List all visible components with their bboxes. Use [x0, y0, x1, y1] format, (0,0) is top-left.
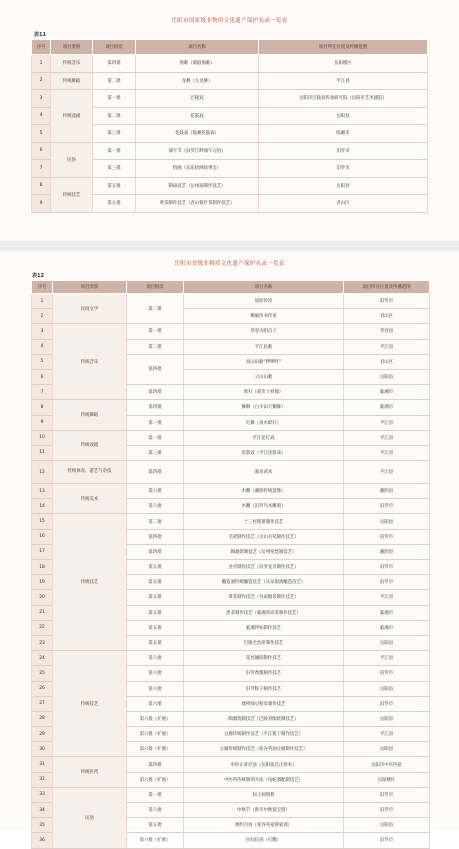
cell-name: 汨罗粽子制作技艺 — [184, 681, 344, 696]
cell-category: 传统舞蹈 — [53, 400, 127, 430]
cell-name: 巴陵全鱼席制作技艺 — [184, 635, 344, 650]
page-table12 — [0, 251, 459, 844]
cell-seq: 23 — [32, 635, 53, 650]
cell-seq: 36 — [32, 833, 53, 848]
cell-category: 传统技艺 — [51, 177, 93, 212]
cell-seq: 26 — [32, 681, 53, 696]
cell-location: 君山区 — [344, 309, 430, 324]
cell-name: 中医药传统制剂方法（龟蛇酒配制技艺） — [184, 772, 344, 787]
table12 — [31, 280, 430, 849]
cell-seq: 10 — [32, 430, 53, 445]
cell-category: 传统戏剧 — [53, 430, 127, 460]
cell-name: 酿造酒传统酿造技艺（乐乐甜酒酿造技艺） — [184, 575, 344, 590]
cell-location: 汨罗市 — [344, 294, 430, 309]
cell-name: 中秋节（新市中秋爱宝塔） — [184, 803, 344, 818]
cell-batch: 第五批 — [127, 635, 184, 650]
cell-name: 木雕（湘阴传统造像） — [184, 484, 344, 499]
cell-batch: 第四批 — [127, 544, 184, 559]
cell-location: 汨罗市 — [344, 803, 430, 818]
table-row — [32, 72, 428, 90]
cell-seq: 2 — [32, 72, 51, 90]
cell-location: 汨罗市 — [259, 142, 428, 160]
cell-seq: 29 — [32, 727, 53, 742]
cell-batch: 第五批 — [127, 620, 184, 635]
cell-name: 狮舞（白羊田天狮舞） — [184, 400, 344, 415]
cell-seq: 21 — [32, 605, 53, 620]
cell-seq: 24 — [32, 651, 53, 666]
cell-name: 黄茶制作技艺（谷雨烟茶制作技艺） — [184, 590, 344, 605]
table-row — [32, 177, 428, 195]
cell-location: 平江县 — [344, 651, 430, 666]
cell-name: 木雕（汨罗鸟木雕刻） — [184, 499, 344, 514]
cell-seq: 31 — [32, 757, 53, 772]
table-row — [32, 430, 430, 445]
cell-seq: 35 — [32, 818, 53, 833]
cell-category: 传统体育、游艺与杂技 — [53, 461, 127, 484]
cell-seq: 13 — [32, 484, 53, 499]
cell-name: 花鼓戏（临湘花鼓戏） — [136, 125, 259, 143]
cell-location: 岳阳县 — [344, 369, 430, 384]
cell-batch: 第二批 — [93, 72, 136, 90]
cell-batch: 第一批 — [127, 787, 184, 802]
cell-batch: 第六批 — [127, 484, 184, 499]
table-row — [32, 484, 430, 499]
cell-location: 岳阳县 — [344, 681, 430, 696]
cell-name: 黑茶制作技艺（临湘青砖茶制作技艺） — [184, 605, 344, 620]
header-seq: 序号 — [32, 40, 51, 55]
cell-location: 汨罗市 — [344, 666, 430, 681]
cell-seq: 15 — [32, 514, 53, 529]
cell-location: 岳阳楼区 — [344, 772, 430, 787]
table-row — [32, 90, 428, 108]
cell-seq: 7 — [32, 385, 53, 400]
cell-batch: 第六批（扩展） — [127, 833, 184, 848]
cell-location: 平江县 — [344, 339, 430, 354]
header-batch: 项目批次 — [127, 281, 184, 294]
table-row — [32, 324, 430, 339]
cell-name: 吹打（聂市十样锦） — [184, 385, 344, 400]
cell-name: 灯舞（泉水蚌灯） — [184, 415, 344, 430]
cell-name: 平江民歌 — [184, 339, 344, 354]
cell-location: 华容县 — [344, 324, 430, 339]
cell-name: 渔歌（洞庭渔歌） — [136, 55, 259, 73]
cell-seq: 17 — [32, 544, 53, 559]
cell-category: 民俗 — [51, 142, 93, 177]
cell-batch: 第四批 — [127, 461, 184, 484]
cell-seq: 4 — [32, 339, 53, 354]
cell-name: 制扇技艺（岳州扇制作技艺） — [136, 177, 259, 195]
header-category: 项目类别 — [53, 281, 127, 294]
table11-header-row — [32, 40, 428, 55]
cell-name: 豆腐传统制作技艺（张谷英油豆腐制作技艺） — [184, 742, 344, 757]
cell-location: 临湘市 — [344, 620, 430, 635]
cell-category: 传统音乐 — [51, 55, 93, 73]
header-batch: 项目批次 — [93, 40, 136, 55]
page-table11 — [0, 0, 459, 241]
cell-batch: 第一批 — [127, 430, 184, 445]
cell-batch: 第五批 — [93, 195, 136, 213]
cell-category: 传统技艺 — [53, 651, 127, 757]
cell-batch: 第五批 — [127, 818, 184, 833]
cell-location: 平江县 — [344, 727, 430, 742]
header-category: 项目类别 — [51, 40, 93, 55]
table-row — [32, 55, 428, 73]
cell-seq: 33 — [32, 787, 53, 802]
cell-location: 岳阳县 — [344, 818, 430, 833]
cell-seq: 6 — [32, 369, 53, 384]
cell-seq: 20 — [32, 590, 53, 605]
cell-batch: 第一批 — [127, 415, 184, 430]
cell-batch: 第六批 — [127, 651, 184, 666]
cell-name: 幕阜武术 — [184, 461, 344, 484]
cell-name: 皮影戏（平江皮影戏） — [184, 445, 344, 460]
cell-location: 汨罗市 — [344, 575, 430, 590]
cell-location: 岳阳县 — [344, 742, 430, 757]
cell-batch: 第六批（扩展） — [127, 711, 184, 726]
cell-batch: 第三批 — [127, 445, 184, 460]
cell-seq: 12 — [32, 461, 53, 484]
cell-seq: 34 — [32, 803, 53, 818]
cell-seq: 6 — [32, 142, 51, 160]
cell-batch: 第六批 — [127, 696, 184, 711]
cell-name: 临湘浮标制作技艺 — [184, 620, 344, 635]
cell-seq: 16 — [32, 529, 53, 544]
header-name: 项目名称 — [136, 40, 259, 55]
cell-seq: 8 — [32, 177, 51, 195]
cell-batch: 第四批 — [127, 529, 184, 544]
cell-batch: 第二批 — [93, 107, 136, 125]
cell-seq: 11 — [32, 445, 53, 460]
cell-batch: 第五批 — [127, 605, 184, 620]
cell-name: 龙舞（九龙舞） — [136, 72, 259, 90]
table12-title: 岳阳市省级非物质文化遗产保护名录一览表 — [174, 261, 285, 267]
cell-location: 岳阳楼区 — [259, 55, 428, 73]
cell-name: 十三村酱菜制作技艺 — [184, 514, 344, 529]
cell-name: 巴陵戏 — [136, 90, 259, 108]
cell-location: 君山区 — [259, 195, 428, 213]
cell-location: 临湘市 — [259, 125, 428, 143]
cell-seq: 9 — [32, 415, 53, 430]
cell-category: 传统音乐 — [53, 324, 127, 400]
cell-batch: 第六批（扩展） — [127, 727, 184, 742]
cell-location: 汨罗市 — [344, 499, 430, 514]
cell-location: 岳阳市巴陵戏传承研究院（岳阳市艺术剧院） — [259, 90, 428, 108]
cell-name: 花丝镶嵌制作技艺 — [184, 651, 344, 666]
cell-seq: 27 — [32, 696, 53, 711]
cell-location: 汨罗市 — [344, 787, 430, 802]
cell-seq: 8 — [32, 400, 53, 415]
cell-seq: 25 — [32, 666, 53, 681]
cell-location: 岳阳县 — [259, 177, 428, 195]
table-row — [32, 651, 430, 666]
header-location: 项目所在位置及传播范围 — [344, 281, 430, 294]
cell-batch: 第一批 — [93, 142, 136, 160]
cell-seq: 3 — [32, 324, 53, 339]
cell-name: 中医正骨疗法（岳阳张氏正骨术） — [184, 757, 344, 772]
cell-seq: 14 — [32, 499, 53, 514]
table-row — [32, 142, 428, 160]
cell-name: 毛笔制作技艺（川山毛笔制作技艺） — [184, 529, 344, 544]
cell-location: 岳阳县 — [344, 635, 430, 650]
cell-name: 屈子祠祭典 — [184, 787, 344, 802]
cell-batch: 第三批 — [93, 160, 136, 178]
cell-batch: 第四批 — [127, 757, 184, 772]
cell-category: 民间文学 — [53, 294, 127, 324]
cell-batch: 第六批（扩展） — [127, 772, 184, 787]
cell-seq: 30 — [32, 742, 53, 757]
cell-location: 汨罗市 — [344, 560, 430, 575]
table11-label: 表11 — [34, 32, 46, 38]
table-row — [32, 294, 430, 309]
table-row — [32, 757, 430, 772]
cell-location: 湘阴县 — [344, 544, 430, 559]
cell-name: 陶器烧制技艺（巴陵青陶烧制技艺） — [184, 711, 344, 726]
cell-location: 平江县 — [344, 415, 430, 430]
cell-name: 云山山歌 — [184, 369, 344, 384]
cell-name: 屈原传说 — [184, 294, 344, 309]
cell-location: 平江县 — [344, 590, 430, 605]
cell-location: 平江县 — [344, 461, 430, 484]
cell-category: 传统技艺 — [53, 514, 127, 651]
table11 — [31, 39, 428, 213]
cell-location: 汨罗市 — [344, 529, 430, 544]
cell-seq: 32 — [32, 772, 53, 787]
cell-seq: 1 — [32, 55, 51, 73]
header-location: 项目所在位置及传播范围 — [259, 40, 428, 55]
cell-name: 平江花灯戏 — [184, 430, 344, 445]
table-row — [32, 514, 430, 529]
cell-seq: 22 — [32, 620, 53, 635]
cell-batch: 第六批 — [127, 666, 184, 681]
table12-label: 表12 — [32, 273, 44, 279]
cell-batch: 第三批 — [93, 125, 136, 143]
cell-location: 君山区 — [344, 354, 430, 369]
cell-category: 传统美术 — [53, 484, 127, 514]
cell-location: 岳阳县 — [344, 711, 430, 726]
table-row — [32, 787, 430, 802]
cell-seq: 19 — [32, 575, 53, 590]
cell-seq: 5 — [32, 125, 51, 143]
cell-name: 豆腐传统制作技艺（平江酱干制作技艺） — [184, 727, 344, 742]
cell-name: 规约习俗（张谷英家规家训） — [184, 818, 344, 833]
cell-seq: 4 — [32, 107, 51, 125]
cell-location: 岳阳市中医医院 — [344, 757, 430, 772]
cell-batch: 第一批 — [93, 90, 136, 108]
cell-name: 华容夫唱点子 — [184, 324, 344, 339]
cell-batch: 第二批 — [127, 514, 184, 529]
cell-location: 平江县 — [344, 445, 430, 460]
cell-batch: 第六批（扩展） — [127, 742, 184, 757]
cell-batch: 第四批 — [127, 385, 184, 400]
cell-batch: 第六批 — [127, 681, 184, 696]
cell-location: 汨罗市 — [344, 696, 430, 711]
cell-location: 临湘市 — [344, 400, 430, 415]
cell-seq: 7 — [32, 160, 51, 178]
cell-batch: 第二批 — [127, 294, 184, 324]
cell-name: 花鼓戏 — [136, 107, 259, 125]
cell-batch: 第六批 — [127, 803, 184, 818]
cell-batch: 第四批 — [93, 55, 136, 73]
cell-name: 陶器烧制技艺（岳州窑烧制技艺） — [184, 544, 344, 559]
cell-name: 柳毅传书传说 — [184, 309, 344, 324]
cell-name: 汨罗香酱制作技艺 — [184, 666, 344, 681]
table12-header-row — [32, 281, 430, 294]
cell-seq: 28 — [32, 711, 53, 726]
cell-name: 高山田歌“啰啰咚” — [184, 354, 344, 369]
page-gap — [0, 241, 459, 251]
cell-location: 岳阳县 — [259, 107, 428, 125]
cell-batch: 第五批 — [127, 590, 184, 605]
cell-seq: 18 — [32, 560, 53, 575]
cell-location: 汨罗市 — [344, 833, 430, 848]
table-row — [32, 461, 430, 484]
cell-name: 詹桥绿豆粉皮制作技艺 — [184, 696, 344, 711]
cell-seq: 2 — [32, 309, 53, 324]
cell-category: 传统医药 — [53, 757, 127, 787]
cell-batch: 第二批 — [127, 339, 184, 354]
cell-category: 民俗 — [53, 787, 127, 848]
header-seq: 序号 — [32, 281, 53, 294]
cell-name: 民间信俗（打醮） — [184, 833, 344, 848]
cell-seq: 5 — [32, 354, 53, 369]
table11-title: 岳阳市国家级非物质文化遗产保护名录一览表 — [171, 18, 288, 24]
cell-batch: 第五批 — [127, 560, 184, 575]
cell-seq: 1 — [32, 294, 53, 309]
cell-category: 传统戏剧 — [51, 90, 93, 143]
table-row — [32, 400, 430, 415]
cell-seq: 9 — [32, 195, 51, 213]
cell-batch: 第四批 — [127, 354, 184, 384]
cell-name: 端午节（汨罗江畔端午习俗） — [136, 142, 259, 160]
cell-location: 汨罗市 — [259, 160, 428, 178]
cell-name: 龙舟制作技艺（汨罗龙舟制作技艺） — [184, 560, 344, 575]
cell-location: 岳阳县 — [344, 514, 430, 529]
cell-location: 平江县 — [344, 430, 430, 445]
cell-location: 湘阴县 — [344, 484, 430, 499]
cell-batch: 第一批 — [127, 324, 184, 339]
cell-location: 平江县 — [259, 72, 428, 90]
cell-name: 抬阁（乐乐抬阁故事会） — [136, 160, 259, 178]
header-name: 项目名称 — [184, 281, 344, 294]
cell-category: 传统舞蹈 — [51, 72, 93, 90]
cell-seq: 3 — [32, 90, 51, 108]
cell-name: 黄茶制作技艺（君山银针茶制作技艺） — [136, 195, 259, 213]
cell-location: 临湘市 — [344, 605, 430, 620]
cell-location: 临湘市 — [344, 385, 430, 400]
cell-batch: 第四批 — [127, 400, 184, 415]
cell-batch: 第五批 — [127, 575, 184, 590]
cell-batch: 第五批 — [93, 177, 136, 195]
cell-batch: 第六批 — [127, 499, 184, 514]
